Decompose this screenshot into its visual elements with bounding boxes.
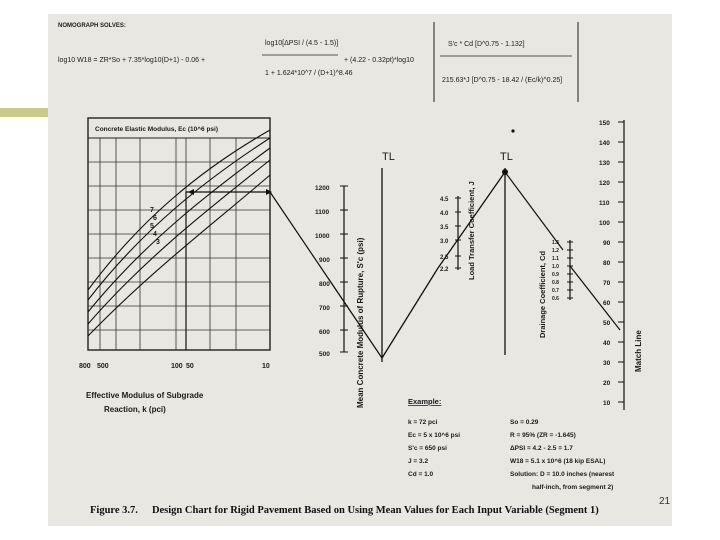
equation-term2-numerator: S'c * Cd [D^0.75 - 1.132] — [448, 41, 525, 48]
transfer-tick-2-5: 2.5 — [440, 255, 449, 261]
equation-term2-denominator: 215.63*J [D^0.75 - 18.42 / (Ec/k)^0.25] — [442, 77, 563, 84]
curve-label-7: 7 — [150, 207, 154, 214]
match-line-ticks — [618, 122, 624, 402]
figure-caption-text: Design Chart for Rigid Pavement Based on Using Mean Values for Each Input Variable (Segment 1) — [151, 505, 599, 516]
curve-ec-5 — [88, 148, 270, 312]
x-axis-label-line2: Reaction, k (pci) — [104, 405, 166, 414]
x-tick-500: 500 — [97, 363, 109, 370]
example-k: k = 72 pci — [408, 419, 438, 426]
turning-line-2-label: TL — [500, 151, 513, 163]
rupture-tick-700: 700 — [319, 305, 330, 312]
curve-label-5: 5 — [150, 223, 154, 230]
drainage-scale-label: Drainage Coefficient, Cd — [538, 250, 547, 338]
rupture-tick-1000: 1000 — [315, 233, 330, 240]
rupture-tick-1200: 1200 — [315, 185, 330, 192]
match-tick-80: 80 — [603, 260, 611, 267]
match-tick-110: 110 — [599, 200, 610, 207]
equation-term2-coefficient: + (4.22 - 0.32pt)*log10 — [344, 57, 414, 64]
example-solution-line1: Solution: D = 10.0 inches (nearest — [510, 471, 615, 478]
drainage-tick-1-2: 1.2 — [552, 248, 559, 254]
rupture-tick-500: 500 — [319, 351, 330, 358]
curve-ec-4 — [88, 160, 270, 324]
match-tick-150: 150 — [599, 120, 610, 127]
chart-title: Concrete Elastic Modulus, Ec (10^6 psi) — [95, 126, 218, 133]
rupture-tick-600: 600 — [319, 329, 330, 336]
curve-label-4: 4 — [153, 231, 157, 238]
rupture-tick-900: 900 — [319, 257, 330, 264]
turning-line-1-label: TL — [382, 151, 395, 163]
example-sc: S'c = 650 psi — [408, 445, 447, 452]
transfer-tick-4-0: 4.0 — [440, 211, 449, 217]
match-tick-40: 40 — [603, 340, 611, 347]
x-tick-50: 50 — [186, 363, 194, 370]
example-w18: W18 = 5.1 x 10^6 (18 kip ESAL) — [510, 458, 606, 465]
connector-drainage-to-match — [570, 266, 620, 330]
match-tick-90: 90 — [603, 240, 611, 247]
match-tick-140: 140 — [599, 140, 610, 147]
x-tick-800: 800 — [79, 363, 91, 370]
drainage-tick-1-1: 1.1 — [552, 256, 559, 262]
match-tick-60: 60 — [603, 300, 611, 307]
figure-caption-label: Figure 3.7. — [90, 505, 138, 516]
transfer-tick-2-2: 2.2 — [440, 267, 449, 273]
example-reliability: R = 95% (ZR = -1.645) — [510, 432, 576, 439]
connector-tl2-to-drainage — [505, 172, 563, 250]
chart-grid — [88, 138, 270, 350]
chart-example-arrow — [188, 189, 194, 195]
match-line-label: Match Line — [634, 330, 643, 372]
transfer-tick-3-0: 3.0 — [440, 239, 449, 245]
x-tick-100: 100 — [171, 363, 183, 370]
match-tick-70: 70 — [603, 280, 611, 287]
transfer-tick-4-5: 4.5 — [440, 197, 449, 203]
transfer-tick-3-5: 3.5 — [440, 225, 449, 231]
example-solution-line2: half-inch, from segment 2) — [532, 484, 614, 491]
drainage-tick-0-6: 0.6 — [552, 296, 559, 302]
x-axis-label-line1: Effective Modulus of Subgrade — [86, 391, 204, 400]
rupture-scale-label: Mean Concrete Modulus of Rupture, S'c (psi) — [356, 237, 365, 408]
figure-header: NOMOGRAPH SOLVES: — [58, 23, 126, 29]
curve-label-6: 6 — [153, 215, 157, 222]
chart-example-path — [186, 192, 270, 350]
example-ec: Ec = 5 x 10^6 psi — [408, 432, 461, 439]
drainage-tick-0-9: 0.9 — [552, 272, 559, 278]
match-tick-20: 20 — [603, 380, 611, 387]
match-tick-130: 130 — [599, 160, 610, 167]
curve-label-3: 3 — [156, 239, 160, 246]
rupture-tick-1100: 1100 — [315, 209, 330, 216]
figure-caption — [90, 505, 599, 516]
example-j: J = 3.2 — [408, 458, 429, 465]
example-so: So = 0.29 — [510, 419, 539, 426]
load-transfer-label: Load Transfer Coefficient, J — [467, 181, 476, 280]
example-cd: Cd = 1.0 — [408, 471, 434, 478]
match-tick-100: 100 — [599, 220, 610, 227]
drainage-tick-0-8: 0.8 — [552, 280, 559, 286]
match-tick-10: 10 — [603, 400, 611, 407]
equation-term1-denominator: 1 + 1.624*10^7 / (D+1)^8.46 — [265, 70, 353, 77]
example-dpsi: ΔPSI = 4.2 - 2.5 = 1.7 — [510, 445, 573, 452]
page-number: 21 — [659, 496, 671, 507]
modulus-curves — [88, 130, 270, 336]
example-title: Example: — [408, 397, 442, 406]
match-tick-30: 30 — [603, 360, 611, 367]
drainage-tick-1-3: 1.3 — [552, 240, 559, 246]
match-tick-120: 120 — [599, 180, 610, 187]
figure-speck — [511, 129, 514, 132]
drainage-tick-0-7: 0.7 — [552, 288, 559, 294]
x-tick-10: 10 — [262, 363, 270, 370]
match-tick-50: 50 — [603, 320, 611, 327]
equation-term1-numerator: log10[ΔPSI / (4.5 - 1.5)] — [265, 40, 339, 47]
drainage-tick-1-0: 1.0 — [552, 264, 559, 270]
rupture-tick-800: 800 — [319, 281, 330, 288]
equation-lhs: log10 W18 = ZR*So + 7.35*log10(D+1) - 0.06 + — [58, 57, 206, 64]
